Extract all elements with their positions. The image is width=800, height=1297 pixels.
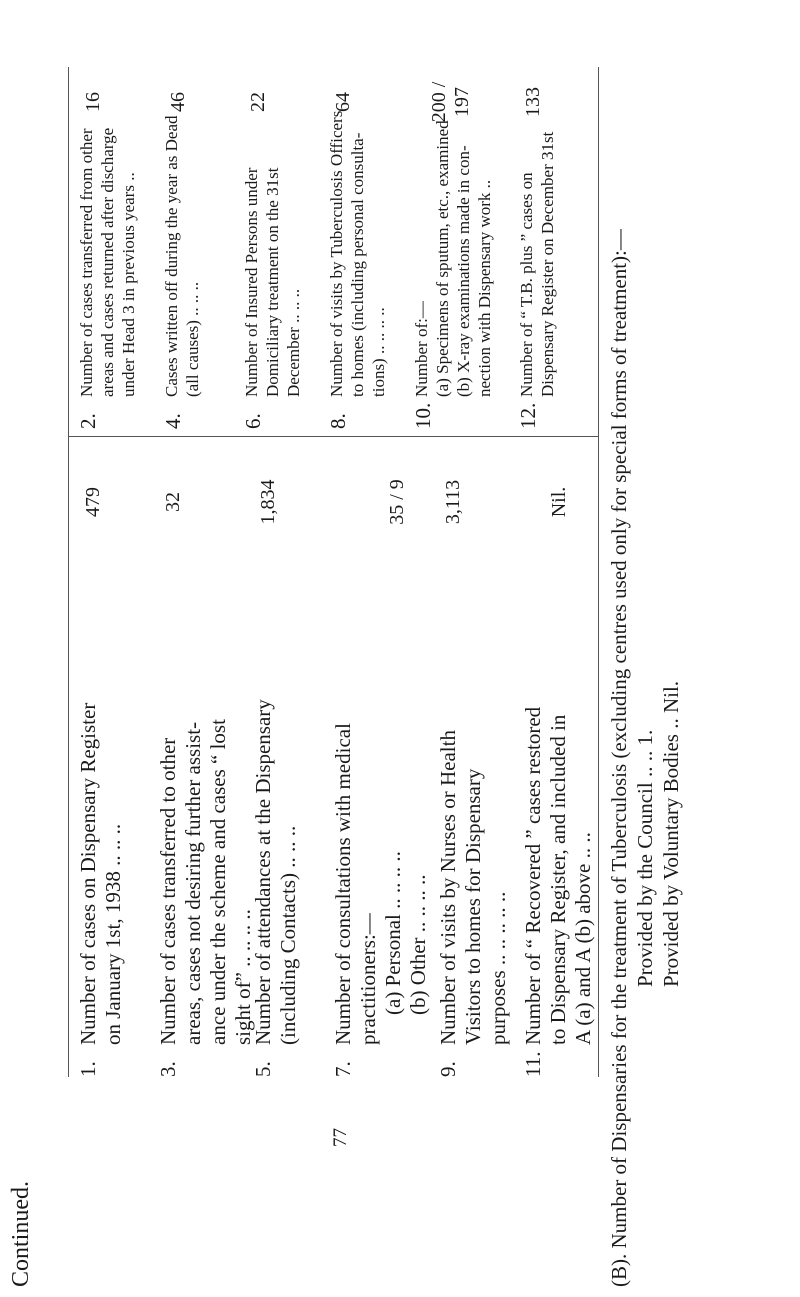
item-value: 46 — [167, 92, 189, 112]
left-column — [68, 437, 598, 1077]
item-label: Number of Insured Persons under Domiciliary treatment on the 31st December .. .. .. — [242, 167, 303, 397]
item-value: Nil. — [548, 486, 570, 518]
item-5 — [243, 699, 301, 1077]
item-label: Number of cases on Dispensary Register on January 1st, 1938 .. .. .. — [76, 702, 125, 1045]
item-value: 133 — [522, 87, 544, 117]
item-number: 6. — [241, 413, 265, 429]
dispensary-notes — [606, 229, 684, 1287]
statistics-table — [68, 67, 598, 1077]
item-value: 22 — [247, 92, 269, 112]
item-label: Number of consultations with medical practitioners:— (a) Personal .. .. .. .. (b) Other .. .. .. .. — [331, 723, 430, 1045]
notes-line-1: (B). Number of Dispensaries for the treatment of Tuberculosis (excluding centres used only for special forms of treatment):— — [607, 229, 631, 1287]
item-number: 1. — [76, 1061, 100, 1077]
item-number: 5. — [251, 1061, 275, 1077]
item-label: Number of:— (a) Specimens of sputum, etc., examined (b) X-ray examinations made in con- nection with Dispensary work .. — [412, 120, 494, 397]
item-7 — [323, 723, 431, 1077]
table-bottom-rule — [598, 67, 599, 1077]
item-value: 3,113 — [442, 479, 464, 525]
item-value: 32 — [162, 492, 184, 512]
item-3 — [148, 719, 256, 1077]
item-number: 9. — [436, 1061, 460, 1077]
item-9 — [428, 730, 511, 1077]
item-label: Number of attendances at the Dispensary (including Contacts) .. .. .. — [251, 699, 300, 1045]
item-4 — [153, 115, 203, 429]
item-label: Cases written off during the year as Dead (all causes) .. .. .. — [162, 115, 202, 397]
item-6 — [233, 168, 304, 429]
item-number: 12. — [516, 402, 540, 429]
right-column — [68, 62, 598, 437]
item-number: 7. — [331, 1061, 355, 1077]
item-value: 479 — [82, 487, 104, 517]
item-number: 11. — [521, 1051, 545, 1077]
item-10 — [403, 120, 495, 429]
item-1 — [68, 703, 126, 1077]
item-number: 3. — [156, 1061, 180, 1077]
item-value: 200 / 197 — [428, 81, 473, 123]
item-number: 10. — [411, 402, 435, 429]
item-value: 64 — [332, 92, 354, 112]
item-label: Number of “ Recovered ” cases restored to Dispensary Register, and included in A (a) and A (b) above .. .. — [521, 706, 595, 1045]
notes-line-3: Provided by Voluntary Bodies .. Nil. — [659, 680, 683, 987]
item-number: 8. — [326, 413, 350, 429]
item-8 — [318, 111, 389, 429]
item-value: 35 / 9 — [386, 479, 408, 525]
item-number: 4. — [161, 413, 185, 429]
item-label: Number of cases transferred from other areas and cases returned after discharge under Head 3 in previous years .. — [77, 127, 138, 397]
item-11 — [513, 707, 596, 1077]
item-label: Number of cases transferred to other areas, cases not desiring further assist- ance under the scheme and cases “ lost sight of” .. .. .. .. — [156, 719, 255, 1045]
continued-header: Continued. — [8, 1181, 34, 1287]
item-value: 1,834 — [257, 479, 279, 525]
item-12 — [508, 132, 558, 429]
item-label: Number of “ T.B. plus ” cases on Dispensary Register on December 31st — [517, 131, 557, 397]
item-2 — [68, 128, 139, 429]
item-number: 2. — [76, 413, 100, 429]
item-label: Number of visits by Tuberculosis Officers to homes (including personal consulta- tions) .. .. .. .. — [327, 110, 388, 397]
notes-line-2: Provided by the Council .. .. 1. — [633, 729, 657, 987]
item-value: 16 — [82, 92, 104, 112]
item-label: Number of visits by Nurses or Health Visitors to homes for Dispensary purposes .. .. .. .. .. — [436, 730, 510, 1045]
page-number: 77 — [330, 1128, 351, 1147]
